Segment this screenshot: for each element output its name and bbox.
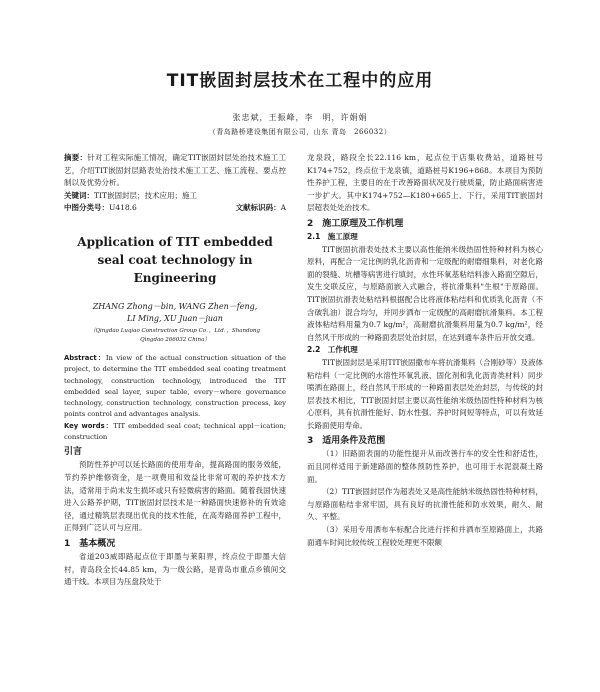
section2-1-text: TIT嵌固抗滑表处技术主要以高性能纳米级热固性特种材料为核心原料，再配合一定比例的乳化沥青和一定级配的耐磨细集料，对老化路面的裂缝、坑槽等病害进行填封，水性环氧基粘结料渗入路面空隙后，发生交联反应，与原路面嵌入式融合，将抗滑集料"生根"于原路面。TIT嵌固抗滑表处粘结料根据配合比将液体粘结料和优质乳化沥青（不含破乳油）混合均匀，并同步洒布一定级配的高耐磨抗滑集料。本工程液体粘结料用量为0.7 kg/m²，高耐磨抗滑集料用量为0.7 kg/m²，经自然风干形成的一种路面表层处治封层，在达到通车条件后开放交通。 — [307, 244, 543, 342]
english-title — [64, 233, 286, 287]
section2-1-heading: 2.1 施工原理 — [307, 231, 358, 241]
keywords-en-text: TIT embedded seal coat; technical appl－ication; construction — [64, 421, 286, 442]
keywords-en-label: Key words： — [64, 421, 114, 430]
doc-code-value: A — [280, 203, 286, 213]
english-affiliation — [64, 327, 286, 345]
section1-text-right: 龙泉段，路段全长22.116 km，起点位于店集收费站，道路桩号K174+752，终点位于龙泉镇，道路桩号K196+868。本项目为预防性养护工程，主要目的在于改善路面状况及行驶质量，防止路面病害进一步扩大。其中K174+752—K180+665上、下行，采用TIT嵌固封层超表处处治技术。 — [307, 153, 543, 213]
abstract-cn — [64, 152, 286, 190]
doc-code-label: 文献标识码： — [235, 203, 281, 213]
english-authors — [64, 301, 286, 325]
english-authors-line2: LI Ming, XU Juan－juan — [127, 313, 223, 323]
left-column — [64, 152, 286, 589]
intro-text: 预防性养护可以延长路面的使用寿命，提高路面的服务效能，节约养护维修资金，是一项费用和效益比非常可观的养护技术方法，适常用于尚未发生损坏或只有轻微病害的路面。随着我国快速进入公路养护期，TIT嵌固封层技术是一种路面快速修补的有效途径，通过精筑层表现出优良的技术性能，在高寿路面养护工程中，正得到广泛认可与应用。 — [64, 460, 286, 533]
section3-item-3: （3）采用专用洒布车标配合比进行拌和并洒布至原路面上，共路面通车时间比较传统工程较处理更不限额 — [307, 525, 543, 547]
section3-heading: 3 适用条件及范围 — [307, 436, 386, 447]
section1-heading: 1 基本概况 — [64, 538, 116, 549]
clc-number — [64, 202, 137, 215]
abstract-en-label: Abstract： — [64, 353, 106, 362]
abstract-cn-text: 针对工程实际施工情况，确定TIT嵌固封层处治技术施工工艺，介绍TIT嵌固封层路表处治技术施工工艺、施工流程、要点控制以及优势分析。 — [64, 153, 287, 188]
classification-row — [64, 202, 286, 215]
keywords-en — [64, 421, 286, 444]
section2-heading: 2 施工原理及工作机理 — [307, 218, 404, 229]
keywords-cn — [64, 190, 286, 203]
section1-text-left: 省道203威即路起点位于即墨与莱阳界，终点位于即墨大信村，青岛段全长44.85 km，为一级公路，是青岛市重点乡镇间交通干线。本项目为压盘段处于 — [64, 551, 286, 587]
affiliation: （青岛路桥建设集团有限公司，山东 青岛 266032） — [208, 128, 392, 136]
authors: 张忠斌，王振峰，李 明，许娟娟 — [232, 113, 368, 122]
english-title-line2: seal coat technology in Engineering — [97, 252, 253, 285]
paper-title: TIT嵌固封层技术在工程中的应用 — [166, 71, 434, 91]
intro-heading: 引言 — [64, 447, 83, 458]
english-affiliation-line1: （Qingdao Luqiao Construction Group Co．，Ltd．，Shandong — [90, 327, 260, 334]
abstract-en-text: In view of the actual construction situation of the project, to determine the TIT embedded seal coating treatment technology, construction technology, introduced the TIT embedded seal layer, super table, every－where governance technology, construction technology, construction process, key points control and advantages analysis. — [64, 353, 286, 419]
section2-2-heading: 2.2 工作机理 — [307, 345, 358, 355]
keywords-cn-label: 关键词： — [64, 190, 94, 200]
english-authors-line1: ZHANG Zhong－bin, WANG Zhen－feng, — [92, 301, 258, 311]
right-column — [307, 152, 543, 549]
clc-value: U418.6 — [109, 203, 137, 213]
abstract-cn-label: 摘要： — [64, 153, 88, 162]
keywords-cn-text: TIT嵌固封层；技术应用；施工 — [94, 190, 197, 200]
english-affiliation-line2: Qingdao 266032 China） — [140, 336, 210, 343]
doc-code — [236, 202, 286, 215]
clc-label: 中图分类号： — [64, 203, 109, 213]
section2-2-text: TIT嵌固封层是采用TIT嵌固撒布车将抗滑集料（合刚砂等）及液体粘结料（一定比例的水溶性环氧乳液、固化剂和乳化沥青类材料）同步喷洒在路面上，经自然风干形成的一种路面表层处治封层，与传统的封层表技术相比，TIT嵌固封层主要以高性能纳米级热固性特种材料为核心原料，具有抗滑性能好、防水性强、养护时间短等特点，可以有效延长路面使用寿命。 — [307, 357, 543, 430]
english-title-line1: Application of TIT embedded — [77, 234, 273, 249]
section3-item-2: （2）TIT嵌固封层作为超表处又是高性能纳米级热固性特种材料，与原路面粘结非常牢固，具有良好的抗滑性能和防水效果，耐久、耐久、平整。 — [307, 487, 543, 522]
abstract-en — [64, 353, 286, 421]
section3-item-1: （1）旧路面表面的功能性提升从而改善行车的安全性和舒适性，而且同样适用于新建路面的整体预防性养护，也可用于水泥混凝土路面。 — [307, 449, 543, 484]
